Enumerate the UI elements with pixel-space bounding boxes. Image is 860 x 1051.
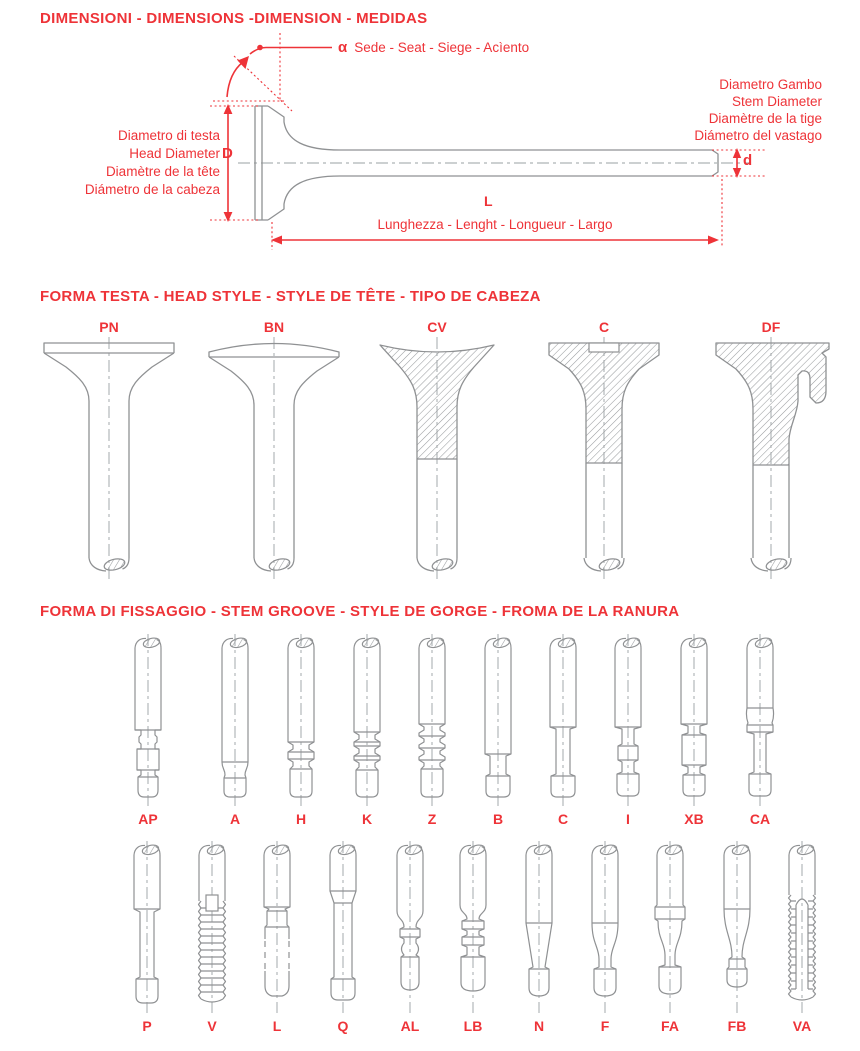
stem-groove-figure-fa xyxy=(638,839,702,1035)
stem-groove-figure-i xyxy=(596,632,660,828)
alpha-symbol: α xyxy=(338,39,348,56)
stem-groove-label: CA xyxy=(749,811,771,827)
stem-groove-label: I xyxy=(626,811,630,827)
stem-groove-figure-c xyxy=(531,632,595,828)
head-style-label: DF xyxy=(761,319,781,335)
valve-head-drawing-df xyxy=(696,337,846,580)
stem-drawing-xb xyxy=(662,632,726,808)
section-title-head-style: FORMA TESTA - HEAD STYLE - STYLE DE TÊTE - TIPO DE CABEZA xyxy=(40,288,541,305)
length-annotation: Lunghezza - Lenght - Longueur - Largo xyxy=(377,217,613,232)
stem-groove-figure-fb xyxy=(705,839,769,1035)
stem-drawing-k xyxy=(335,632,399,808)
stem-groove-figure-l xyxy=(245,839,309,1035)
stem-groove-figure-v xyxy=(180,839,244,1035)
stem-drawing-lb xyxy=(441,839,505,1015)
stem-groove-figure-ap xyxy=(116,632,180,828)
valve-head-drawing-c xyxy=(529,337,679,580)
stem-groove-label: LB xyxy=(463,1018,483,1034)
head-style-label: PN xyxy=(99,319,119,335)
stem-groove-figure-b xyxy=(466,632,530,828)
stem-drawing-ca xyxy=(728,632,792,808)
stem-drawing-al xyxy=(378,839,442,1015)
head-style-label: C xyxy=(598,319,610,335)
stem-groove-figure-va xyxy=(770,839,834,1035)
stem-drawing-n xyxy=(507,839,571,1015)
dim-symbol-L: L xyxy=(484,193,493,209)
head-style-label: BN xyxy=(263,319,285,335)
valve-head-drawing-pn xyxy=(34,337,184,580)
stem-groove-label: AP xyxy=(138,811,158,827)
stem-drawing-l xyxy=(245,839,309,1015)
stem-groove-figure-xb xyxy=(662,632,726,828)
valve-head-drawing-bn xyxy=(199,337,349,580)
section-title-dimensions: DIMENSIONI - DIMENSIONS -DIMENSION - MEDIDAS xyxy=(40,10,428,27)
stem-drawing-p xyxy=(115,839,179,1015)
stem-groove-label: FB xyxy=(727,1018,747,1034)
stem-groove-figure-n xyxy=(507,839,571,1035)
stem-groove-figure-ca xyxy=(728,632,792,828)
stem-groove-figure-al xyxy=(378,839,442,1035)
stem-drawing-i xyxy=(596,632,660,808)
stem-groove-figure-k xyxy=(335,632,399,828)
stem-drawing-z xyxy=(400,632,464,808)
stem-groove-figure-lb xyxy=(441,839,505,1035)
stem-diameter-annotation: Diametro Gambo Stem Diameter Diamètre de la tige Diámetro del vastago xyxy=(694,77,822,143)
head-style-label: CV xyxy=(427,319,447,335)
stem-groove-label: C xyxy=(557,811,569,827)
stem-groove-label: L xyxy=(272,1018,282,1034)
stem-groove-figure-h xyxy=(269,632,333,828)
head-diameter-annotation: Diametro di testa Head Diameter Diamètre de la tête Diámetro de la cabeza xyxy=(84,128,220,197)
stem-drawing-v xyxy=(180,839,244,1015)
stem-groove-label: AL xyxy=(400,1018,420,1034)
stem-drawing-ap xyxy=(116,632,180,808)
stem-drawing-fa xyxy=(638,839,702,1015)
stem-groove-figure-z xyxy=(400,632,464,828)
stem-drawing-c xyxy=(531,632,595,808)
stem-drawing-q xyxy=(311,839,375,1015)
head-style-figure-cv xyxy=(362,318,512,580)
stem-groove-label: FA xyxy=(661,1018,679,1034)
stem-drawing-a xyxy=(203,632,267,808)
stem-drawing-b xyxy=(466,632,530,808)
seat-label: Sede - Seat - Siege - Acìento xyxy=(354,40,530,55)
valve-head-drawing-cv xyxy=(362,337,512,580)
stem-groove-label: Z xyxy=(427,811,437,827)
stem-groove-label: P xyxy=(142,1018,152,1034)
stem-drawing-va xyxy=(770,839,834,1015)
dim-symbol-d: d xyxy=(743,152,753,169)
stem-groove-label: A xyxy=(229,811,241,827)
stem-drawing-fb xyxy=(705,839,769,1015)
head-style-figure-pn xyxy=(34,318,184,580)
seat-annotation xyxy=(338,39,529,56)
stem-groove-figure-f xyxy=(573,839,637,1035)
section-title-stem-groove: FORMA DI FISSAGGIO - STEM GROOVE - STYLE DE GORGE - FROMA DE LA RANURA xyxy=(40,603,680,620)
stem-groove-label: H xyxy=(295,811,307,827)
stem-drawing-f xyxy=(573,839,637,1015)
stem-groove-label: B xyxy=(492,811,504,827)
stem-groove-label: Q xyxy=(337,1018,349,1034)
stem-groove-figure-a xyxy=(203,632,267,828)
stem-groove-figure-p xyxy=(115,839,179,1035)
head-style-figure-bn xyxy=(199,318,349,580)
stem-drawing-h xyxy=(269,632,333,808)
stem-groove-label: V xyxy=(207,1018,217,1034)
stem-groove-label: VA xyxy=(792,1018,812,1034)
dim-symbol-D: D xyxy=(222,145,233,162)
head-style-figure-df xyxy=(696,318,846,580)
stem-groove-label: XB xyxy=(684,811,704,827)
stem-groove-label: F xyxy=(600,1018,610,1034)
stem-groove-figure-q xyxy=(311,839,375,1035)
stem-groove-label: N xyxy=(533,1018,545,1034)
stem-groove-label: K xyxy=(361,811,373,827)
head-style-figure-c xyxy=(529,318,679,580)
